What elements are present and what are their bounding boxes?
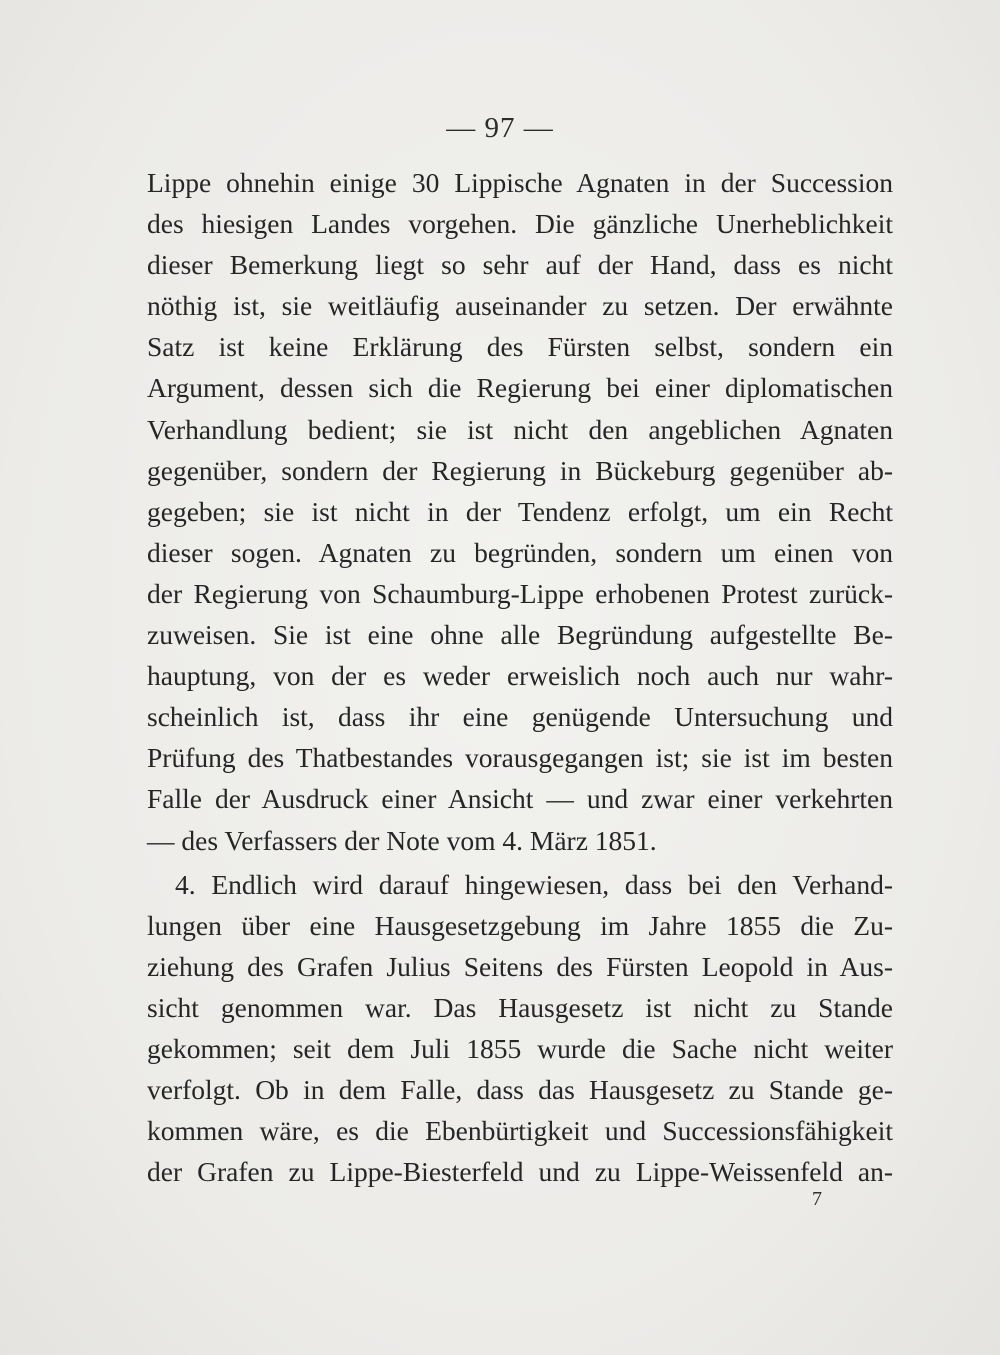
paragraph-1 bbox=[147, 162, 893, 861]
text-line: verfolgt. Ob in dem Falle, dass das Hausgesetz zu Stande ge- bbox=[147, 1074, 893, 1106]
paragraph-2 bbox=[147, 864, 893, 1193]
text-line: sicht genommen war. Das Hausgesetz ist nicht zu Stande bbox=[147, 991, 893, 1023]
text-line: der Grafen zu Lippe-Biesterfeld und zu Lippe-Weissenfeld an- bbox=[147, 1156, 893, 1188]
text-line: gegeben; sie ist nicht in der Tendenz erfolgt, um ein Recht bbox=[147, 495, 893, 527]
text-line: nöthig ist, sie weitläufig auseinander zu setzen. Der erwähnte bbox=[147, 290, 893, 322]
text-line: gekommen; seit dem Juli 1855 wurde die Sache nicht weiter bbox=[147, 1032, 893, 1064]
text-line: kommen wäre, es die Ebenbürtigkeit und Successionsfähigkeit bbox=[147, 1115, 893, 1147]
text-line: lungen über eine Hausgesetzgebung im Jahre 1855 die Zu- bbox=[147, 909, 893, 941]
text-line: Falle der Ausdruck einer Ansicht — und zwar einer verkehrten bbox=[147, 783, 893, 815]
text-line: dieser sogen. Agnaten zu begründen, sondern um einen von bbox=[147, 536, 893, 568]
text-line: des hiesigen Landes vorgehen. Die gänzliche Unerheblichkeit bbox=[147, 208, 893, 240]
body-text bbox=[147, 162, 893, 1192]
text-line: Argument, dessen sich die Regierung bei einer diplomatischen bbox=[147, 372, 893, 404]
text-line: Lippe ohnehin einige 30 Lippische Agnaten in der Succession bbox=[147, 167, 893, 198]
text-line: Prüfung des Thatbestandes vorausgegangen ist; sie ist im besten bbox=[147, 742, 893, 774]
text-line: zuweisen. Sie ist eine ohne alle Begründung aufgestellte Be- bbox=[147, 619, 893, 651]
text-line: scheinlich ist, dass ihr eine genügende Untersuchung und bbox=[147, 701, 893, 733]
signature-mark: 7 bbox=[812, 1188, 822, 1210]
text-line: Verhandlung bedient; sie ist nicht den angeblichen Agnaten bbox=[147, 413, 893, 445]
text-line: gegenüber, sondern der Regierung in Bückeburg gegenüber ab- bbox=[147, 454, 893, 486]
text-line: 4. Endlich wird darauf hingewiesen, dass bei den Verhand- bbox=[175, 868, 893, 900]
page-number: — 97 — bbox=[446, 112, 554, 144]
text-line: hauptung, von der es weder erweislich noch auch nur wahr- bbox=[147, 660, 893, 692]
text-line: der Regierung von Schaumburg-Lippe erhobenen Protest zurück- bbox=[147, 577, 893, 609]
text-line: — des Verfassers der Note vom 4. März 1851. bbox=[147, 824, 657, 856]
text-line: ziehung des Grafen Julius Seitens des Fürsten Leopold in Aus- bbox=[147, 950, 893, 982]
text-line: dieser Bemerkung liegt so sehr auf der Hand, dass es nicht bbox=[147, 249, 893, 281]
text-line: Satz ist keine Erklärung des Fürsten selbst, sondern ein bbox=[147, 331, 893, 363]
